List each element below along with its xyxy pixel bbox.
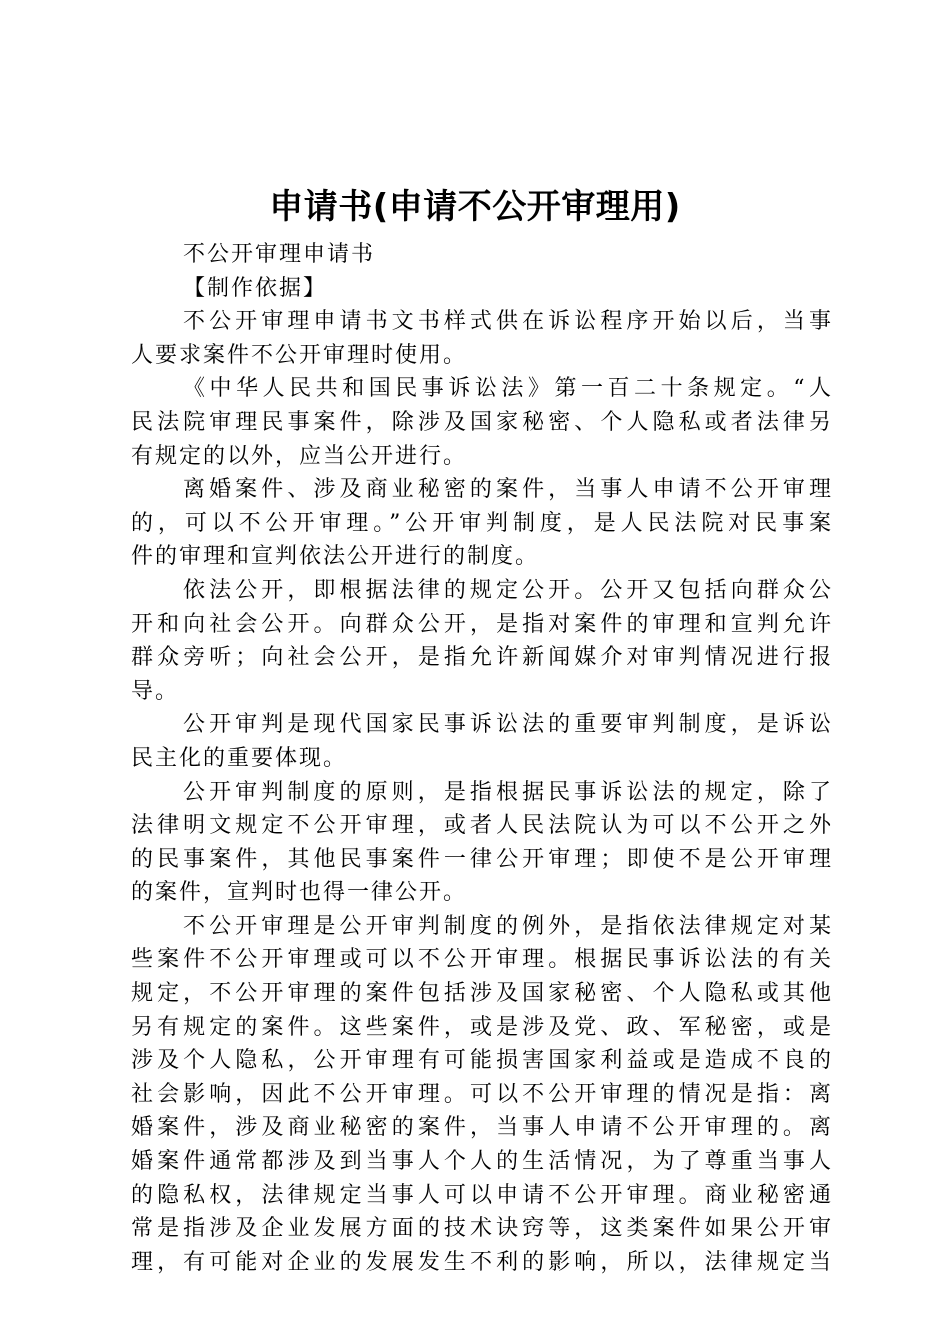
text-line: 开和向社会公开。向群众公开，是指对案件的审理和宣判允许 bbox=[131, 611, 831, 637]
text-line: 理，有可能对企业的发展发生不利的影响，所以，法律规定当 bbox=[131, 1249, 831, 1275]
text-line: 【制作依据】 bbox=[183, 275, 328, 301]
text-line: 不公开审理是公开审判制度的例外，是指依法律规定对某 bbox=[183, 913, 831, 939]
text-line: 离婚案件、涉及商业秘密的案件，当事人申请不公开审理 bbox=[183, 477, 831, 503]
text-line: 民法院审理民事案件，除涉及国家秘密、个人隐私或者法律另 bbox=[131, 409, 831, 435]
text-line: 涉及个人隐私，公开审理有可能损害国家利益或是造成不良的 bbox=[131, 1048, 831, 1074]
text-line: 依法公开，即根据法律的规定公开。公开又包括向群众公 bbox=[183, 577, 831, 603]
document-body bbox=[131, 238, 831, 1279]
text-line: 公开审判制度的原则，是指根据民事诉讼法的规定，除了 bbox=[183, 779, 831, 805]
text-line: 《中华人民共和国民事诉讼法》第一百二十条规定。“人 bbox=[183, 376, 831, 402]
document-title: 申请书(申请不公开审理用) bbox=[269, 187, 681, 227]
text-line: 规定，不公开审理的案件包括涉及国家秘密、个人隐私或其他 bbox=[131, 981, 831, 1007]
text-line: 群众旁听；向社会公开，是指允许新闻媒介对审判情况进行报 bbox=[131, 645, 831, 671]
text-line: 社会影响，因此不公开审理。可以不公开审理的情况是指：离 bbox=[131, 1081, 831, 1107]
text-line: 公开审判是现代国家民事诉讼法的重要审判制度，是诉讼 bbox=[183, 712, 831, 738]
text-line: 的隐私权，法律规定当事人可以申请不公开审理。商业秘密通 bbox=[131, 1182, 831, 1208]
text-line: 不公开审理申请书 bbox=[183, 242, 376, 267]
text-line: 人要求案件不公开审理时使用。 bbox=[131, 342, 468, 368]
text-line: 的，可以不公开审理。”公开审判制度，是人民法院对民事案 bbox=[131, 510, 831, 536]
text-line: 有规定的以外，应当公开进行。 bbox=[131, 443, 468, 469]
text-line: 常是指涉及企业发展方面的技术诀窍等，这类案件如果公开审 bbox=[131, 1216, 831, 1242]
text-line: 不公开审理申请书文书样式供在诉讼程序开始以后，当事 bbox=[183, 309, 831, 335]
text-line: 的民事案件，其他民事案件一律公开审理；即使不是公开审理 bbox=[131, 846, 831, 872]
text-line: 导。 bbox=[131, 678, 180, 704]
text-line: 另有规定的案件。这些案件，或是涉及党、政、军秘密，或是 bbox=[131, 1014, 831, 1040]
text-line: 婚案件通常都涉及到当事人个人的生活情况，为了尊重当事人 bbox=[131, 1149, 831, 1175]
text-line: 件的审理和宣判依法公开进行的制度。 bbox=[131, 544, 540, 570]
text-line: 民主化的重要体现。 bbox=[131, 745, 348, 771]
text-line: 些案件不公开审理或可以不公开审理。根据民事诉讼法的有关 bbox=[131, 947, 831, 973]
text-line: 婚案件，涉及商业秘密的案件，当事人申请不公开审理的。离 bbox=[131, 1115, 831, 1141]
text-line: 法律明文规定不公开审理，或者人民法院认为可以不公开之外 bbox=[131, 813, 831, 839]
text-line: 的案件，宣判时也得一律公开。 bbox=[131, 880, 468, 906]
